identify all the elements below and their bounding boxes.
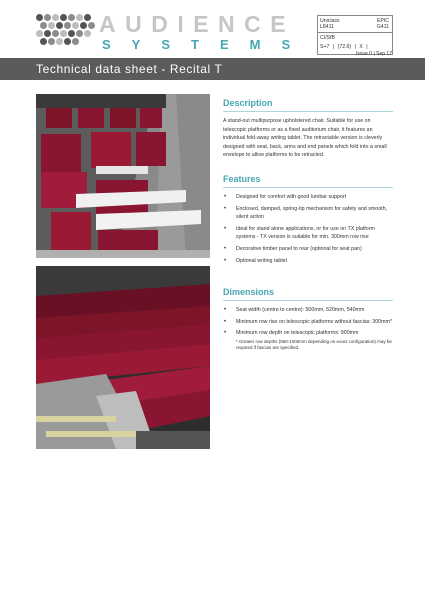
photo-chair-closeup-graphic [36,94,210,258]
features-heading: Features [223,173,261,184]
dimension-item: • Seat width (centre to centre): 500mm, 520mm, 540mm [223,306,393,315]
logo-dot [52,30,59,37]
logo-dot [36,30,43,37]
epic-cell [377,18,389,30]
description-divider [223,111,393,112]
logo-dot [84,30,91,37]
description-text: A stand-out multipurpose upholstered chair. Suitable for use on telescopic platforms or as a fixed auditorium chair, it features an individual fold-away writing tablet. The retractable version is cleverly designed with seat, back, arms and end panels which fold into a small envelope to allow platforms to be retracted. [223,118,387,159]
logo-dot [60,14,67,21]
feature-item: • Decorative timber panel to rear (optional for seat pan) [223,245,393,254]
classification-row-top [318,16,392,33]
page-title: Technical data sheet - Recital T [36,62,223,76]
photo-auditorium-graphic [36,266,210,449]
logo-dot [56,38,63,45]
logo-dot [84,14,91,21]
logo-dot [56,22,63,29]
logo-dot [68,14,75,21]
dimensions-divider [223,300,393,301]
logo-dot-mark [36,14,96,48]
epic-code: G411 [376,24,389,30]
photo-auditorium [36,266,210,449]
logo-dot [72,38,79,45]
features-list [223,193,393,265]
logo-dot [48,22,55,29]
cisfb-values: S+7 | (72.6) | X | [320,44,368,50]
logo-dot [40,22,47,29]
dimensions-list [223,306,393,338]
logo-dot [44,14,51,21]
feature-item: • Designed for comfort with good lumbar support [223,193,393,202]
epic-label: EPIC [376,18,389,24]
logo-dot [60,30,67,37]
uniclass-cell [320,18,340,30]
features-divider [223,187,393,188]
content-column [223,98,393,352]
logo-dot [72,22,79,29]
feature-item: • Optional writing tablet [223,257,393,266]
photo-chair-closeup [36,94,210,258]
dimensions-footnote: * Greater row depths (950-1000mm depending on exact configuration) may be required if fascias are specified. [236,338,392,351]
logo-dot [52,14,59,21]
classification-box [317,15,393,55]
brand-name-line2: SYSTEMS [102,37,312,52]
uniclass-label: Uniclass [320,18,340,24]
logo-dot [64,22,71,29]
logo-dot [88,22,95,29]
logo-dot [80,22,87,29]
logo-dot [68,30,75,37]
issue-date: Issue 0 | Sep 17 [355,51,392,57]
brand-name-line1: AUDIENCE [99,11,296,37]
logo-dot [76,14,83,21]
dimension-item: • Minimum row depth on telescopic platforms: 900mm [223,329,393,338]
description-heading: Description [223,98,273,108]
cisfb-label: CI/SfB [320,35,335,41]
logo-dot [64,38,71,45]
dimension-item: • Minimum row rise on telescopic platforms without fascias: 300mm* [223,318,393,327]
brand-logo [36,11,312,54]
dimensions-heading: Dimensions [223,287,275,298]
title-banner [0,58,425,80]
uniclass-code: L8411 [320,24,335,30]
feature-item: • Ideal for stand alone applications, or for use on TX platform systems - TX version is suitable for min. 300mm row rise [223,225,393,242]
logo-dot [44,30,51,37]
logo-dot [36,14,43,21]
logo-dot [48,38,55,45]
logo-dot [76,30,83,37]
logo-dot [40,38,47,45]
feature-item: • Enclosed, damped, spring-tip mechanism for safety and smooth, silent action [223,205,393,222]
